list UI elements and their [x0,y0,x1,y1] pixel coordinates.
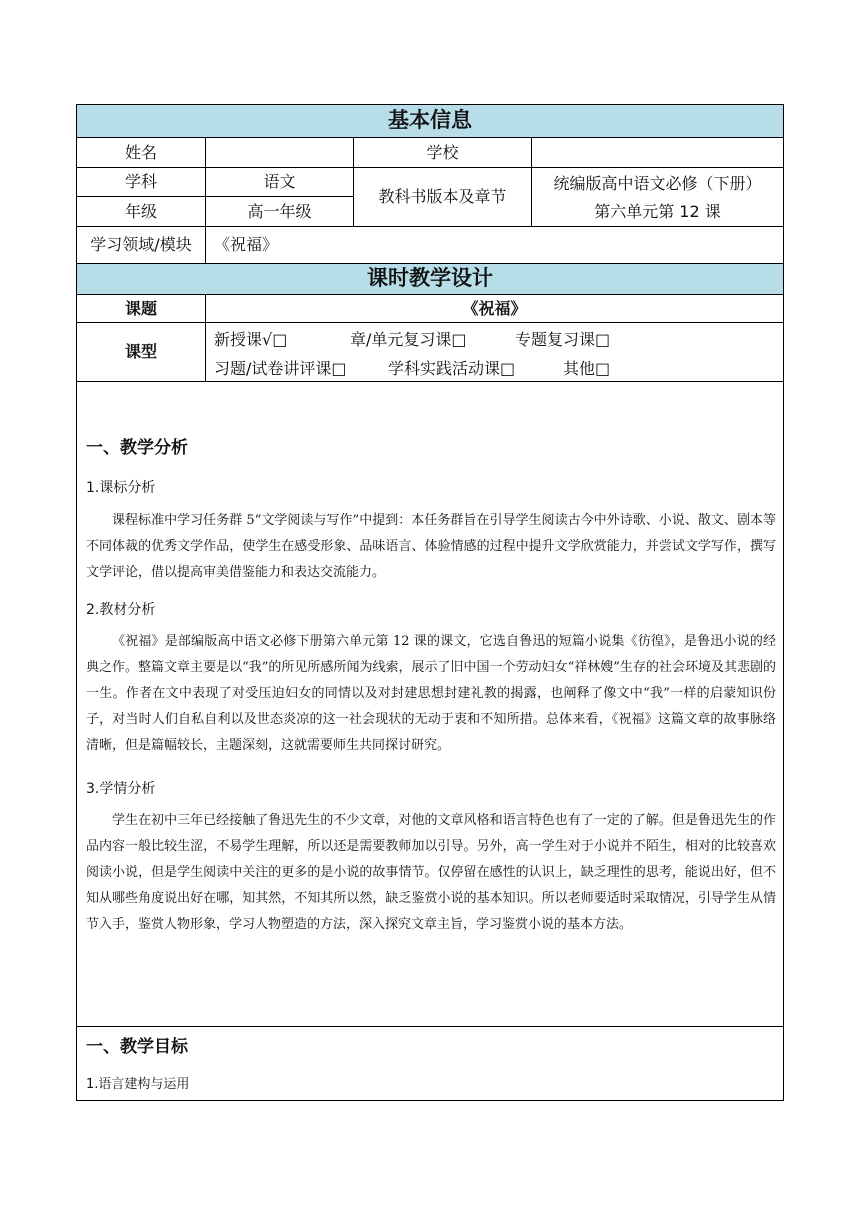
subject-label: 学科 [124,172,157,192]
analysis-title: 一、教学分析 [86,438,188,458]
basic-info-header: 基本信息 [388,108,472,133]
type-option-practice: 学科实践活动课□ [388,359,516,379]
name-value [206,138,353,167]
type-option-other: 其他□ [563,359,611,379]
curriculum-analysis-title: 1.课标分析 [86,480,156,496]
grade-value: 高一年级 [247,201,312,221]
type-option-unit-review: 章/单元复习课□ [350,330,467,350]
textbook-analysis-title: 2.教材分析 [86,602,156,618]
domain-value: 《祝福》 [214,235,279,255]
student-analysis-title: 3.学情分析 [86,781,156,797]
subject-value: 语文 [263,172,296,192]
objectives-title: 一、教学目标 [86,1037,188,1057]
grade-label: 年级 [124,201,157,221]
textbook-label: 教科书版本及章节 [378,187,507,207]
student-analysis-text: 学生在初中三年已经接触了鲁迅先生的不少文章，对他的文章风格和语言特色也有了一定的了解。但是鲁迅先生的作品内容一般比较生涩，不易学生理解，所以还是需要教师加以引导。另外，高一学生对于小说并不陌生，相对的比较喜欢阅读小说，但是学生阅读中关注的更多的是小说的故事情节。仅停留在感性的认识上，缺乏理性的思考，能说出好，但不知从哪些角度说出好在哪，知其然，不知其所以然，缺乏鉴赏小说的基本知识。所以老师要适时采取情况，引导学生从情节入手，鉴赏人物形象，学习人物塑造的方法，深入探究文章主旨，学习鉴赏小说的基本方法。 [86,813,776,932]
school-label: 学校 [426,142,459,162]
name-label: 姓名 [124,142,157,162]
type-option-topic-review: 专题复习课□ [515,330,611,350]
textbook-value-line2: 第六单元第 12 课 [594,202,721,222]
type-option-exercise: 习题/试卷讲评课□ [214,359,347,379]
topic-value: 《祝福》 [462,298,527,318]
topic-label: 课题 [124,298,157,318]
curriculum-analysis-text: 课程标准中学习任务群 5“文学阅读与写作”中提到：本任务群旨在引导学生阅读古今中外诗歌、小说、散文、剧本等不同体裁的优秀文学作品，使学生在感受形象、品味语言、体验情感的过程中提升文学欣赏能力，并尝试文学写作，撰写文学评论，借以提高审美借鉴能力和表达交流能力。 [86,513,776,580]
type-label: 课型 [124,342,157,362]
objectives-item-1: 1.语言建构与运用 [86,1077,190,1092]
textbook-analysis-text: 《祝福》是部编版高中语文必修下册第六单元第 12 课的课文，它选自鲁迅的短篇小说集《彷徨》，是鲁迅小说的经典之作。整篇文章主要是以“我”的所见所感所闻为线索，展示了旧中国一个劳动妇女“祥林嫂”生存的社会环境及其悲剧的一生。作者在文中表现了对受压迫妇女的同情以及对封建思想封建礼教的揭露，也阐释了像文中“我”一样的启蒙知识份子，对当时人们自私自利以及世态炎凉的这一社会现状的无动于衷和不知所措。总体来看，《祝福》这篇文章的故事脉络清晰，但是篇幅较长，主题深刻，这就需要师生共同探讨研究。 [86,634,776,753]
domain-label: 学习领域/模块 [90,235,192,255]
school-value [532,138,783,167]
lesson-design-header: 课时教学设计 [367,266,493,291]
textbook-value-line1: 统编版高中语文必修（下册） [553,174,762,194]
type-option-new: 新授课√□ [214,330,288,350]
